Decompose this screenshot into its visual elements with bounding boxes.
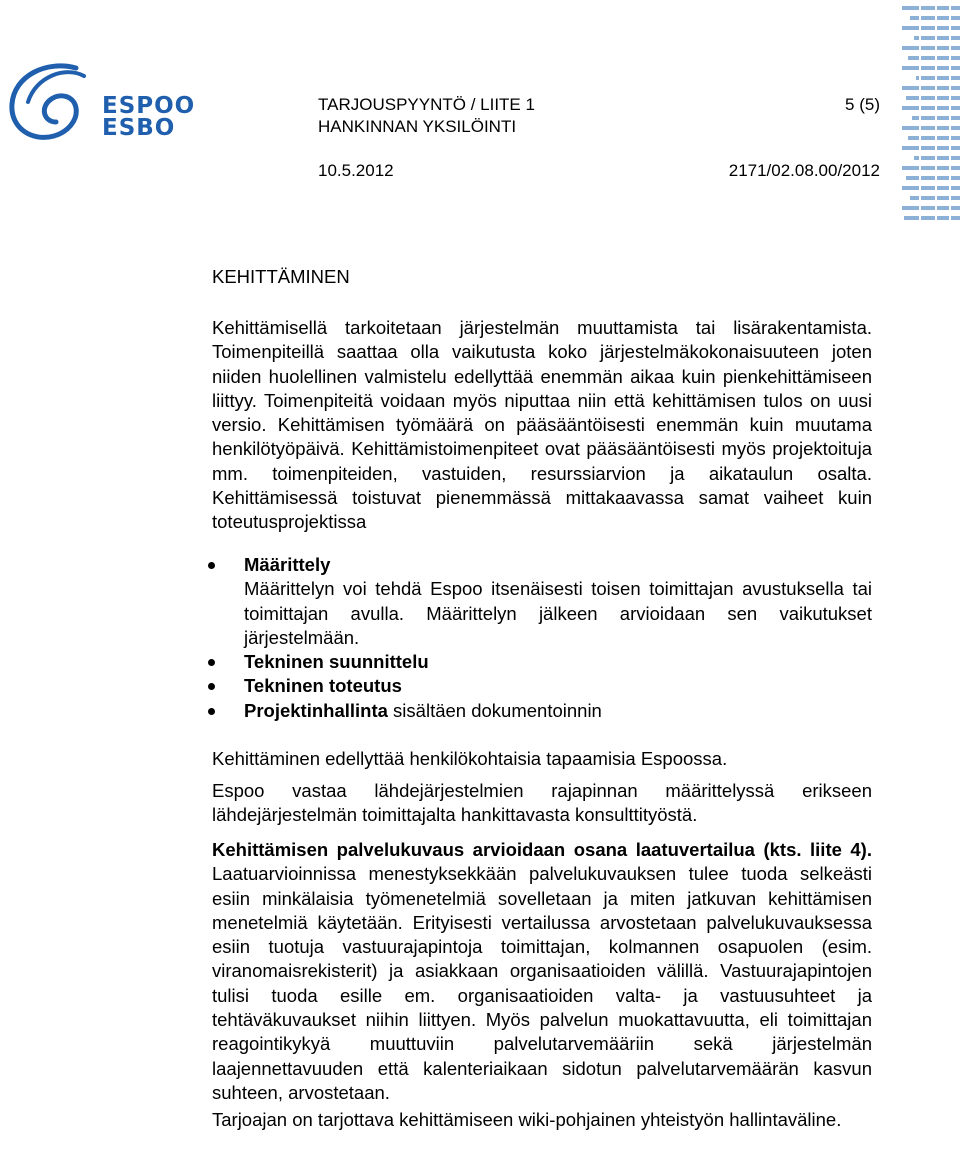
list-item-title: Tekninen toteutus [244,675,402,697]
list-item [212,699,872,723]
document-reference: 2171/02.08.00/2012 [728,161,880,180]
intro-paragraph: Kehittämisellä tarkoitetaan järjestelmän muuttamista tai lisärakentamista. Toimenpiteillä saattaa olla vaikutusta koko järjestelmäkokonaisuuteen joten niiden huolellinen valmistelu edellyttää enemmän aikaa kuin pienkehittämiseen liittyy. Toimenpiteitä voidaan myös niputtaa niin että kehittämisen tulos on uusi versio. Kehittämisen työmäärä on pääsääntöisesti enemmän kuin muutama henkilötyöpäivä. Kehittämistoimenpiteet ovat pääsääntöisesti myös projektoituja mm. toimenpiteiden, vastuiden, resurssiarvion ja aikataulun osalta. Kehittämisessä toistuvat pienemmässä mittakaavassa samat vaiheet kuin toteutusprojektissa [212,317,872,533]
list-item-suffix: sisältäen dokumentoinnin [387,699,602,721]
meetings-paragraph: Kehittäminen edellyttää henkilökohtaisia tapaamisia Espoossa. [212,748,728,769]
list-item-title: Tekninen suunnittelu [244,651,429,673]
list-item-title: Määrittely [244,554,331,575]
list-item [212,674,872,698]
wiki-paragraph: Tarjoajan on tarjottava kehittämiseen wiki-pohjainen yhteistyön hallintaväline. [212,1109,842,1130]
list-item-title: Projektinhallinta [244,699,388,721]
page-number: 5 (5) [845,95,880,114]
logo-text-esbo: ESBO [102,115,176,141]
list-item-description: Määrittelyn voi tehdä Espoo itsenäisesti toisen toimittajan avustuksella tai toimittajan avulla. Määrittelyn jälkeen arvioidaan sen vaikutukset järjestelmään. [244,578,872,648]
document-date: 10.5.2012 [318,161,394,180]
quality-paragraph-lead: Kehittämisen palvelukuvaus arvioidaan osana laatuvertailua (kts. liite 4). [212,839,872,860]
quality-paragraph [212,838,872,1105]
logo-swirl-icon [6,62,98,144]
document-title: TARJOUSPYYNTÖ / LIITE 1 [318,95,535,114]
list-item [212,553,872,650]
decorative-pattern-icon [900,0,960,225]
section-heading: KEHITTÄMINEN [212,266,350,287]
quality-paragraph-body: Laatuarvioinnissa menestyksekkään palvelukuvauksen tulee tuoda selkeästi esiin minkälaisia työmenetelmiä sovelletaan ja miten jatkuvan kehittämisen menetelmiä käytetään. Erityisesti vertailussa arvostetaan palvelukuvauksessa esiin tuotuja vastuurajapintoja toimittajan, kolmannen osapuolen (esim. viranomaisrekisterit) ja asiakkaan organisaatioiden välillä. Vastuurajapintojen tulisi tuoda esille em. organisaatioiden valta- ja vastuusuhteet ja tehtäväkuvaukset niihin liittyen. Myös palvelun muokattavuutta, eli toimittajan reagointikykyä muuttuviin palvelutarvemääriin sekä järjestelmän laajennettavuuden että kalenteriaikaan sidotun palvelutarvemäärän kasvun suhteen, arvostetaan. [212,863,872,1103]
interface-paragraph: Espoo vastaa lähdejärjestelmien rajapinnan määrittelyssä erikseen lähdejärjestelmän toimittajalta hankittavasta konsulttityöstä. [212,780,872,826]
logo-text-espoo: ESPOO [102,93,196,119]
list-item [212,650,872,674]
unit-name: HANKINNAN YKSILÖINTI [318,117,517,136]
espoo-logo [6,62,196,142]
phase-list [212,553,872,723]
